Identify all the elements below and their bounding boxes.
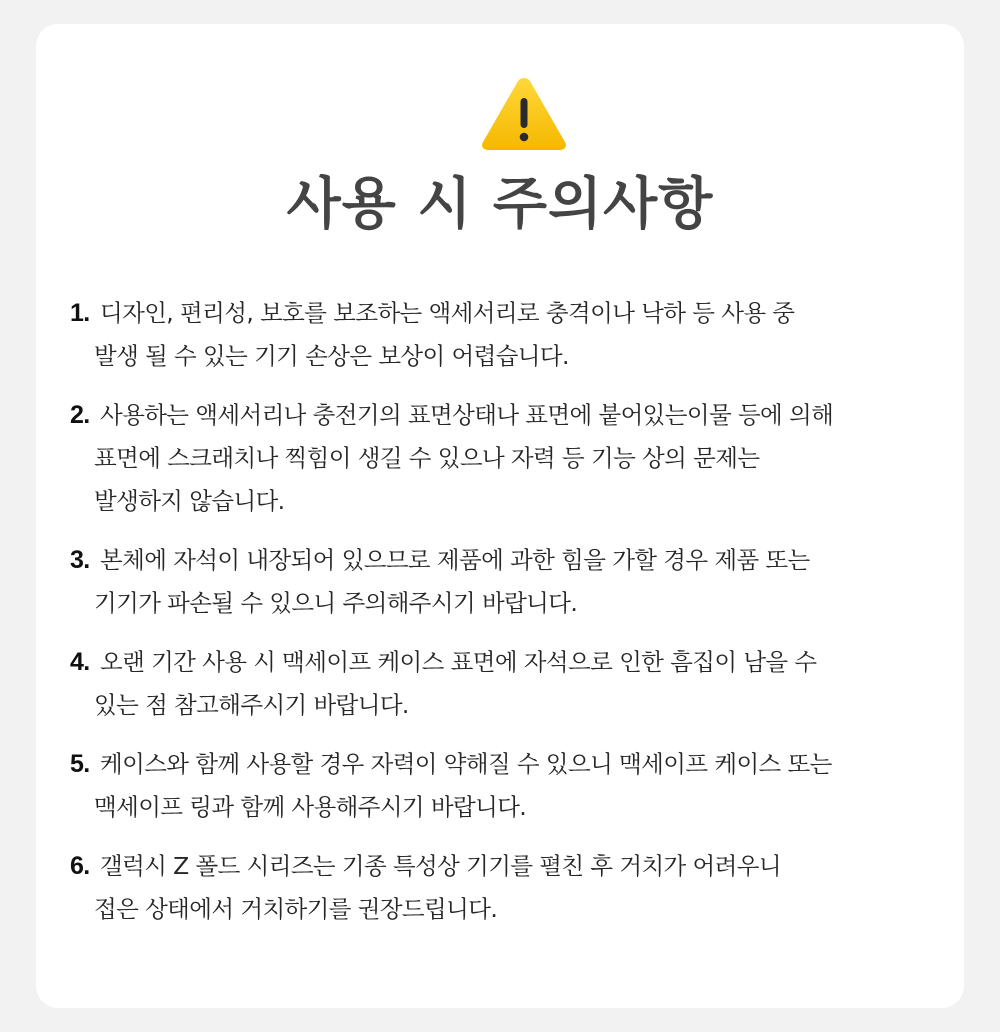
notice-text-line: 오랜 기간 사용 시 맥세이프 케이스 표면에 자석으로 인한 흠집이 남을 수 [100, 648, 817, 676]
notice-item [70, 743, 950, 829]
notice-list [70, 292, 950, 947]
notice-text-line: 접은 상태에서 거치하기를 권장드립니다. [94, 895, 498, 923]
notice-text-line: 있는 점 참고해주시기 바랍니다. [94, 691, 409, 719]
notice-text-line: 발생하지 않습니다. [94, 487, 285, 515]
notice-number: 6. [70, 852, 90, 880]
notice-item [70, 539, 950, 625]
page-title: 사용 시 주의사항 [286, 172, 714, 237]
warning-icon [479, 74, 569, 152]
notice-text-line: 맥세이프 링과 함께 사용해주시기 바랍니다. [94, 793, 527, 821]
notice-number: 1. [70, 299, 90, 327]
notice-number: 2. [70, 401, 90, 429]
notice-text-line: 표면에 스크래치나 찍힘이 생길 수 있으나 자력 등 기능 상의 문제는 [94, 444, 760, 472]
notice-text-line: 케이스와 함께 사용할 경우 자력이 약해질 수 있으니 맥세이프 케이스 또는 [100, 750, 832, 778]
notice-card [36, 24, 964, 1008]
notice-text-line: 사용하는 액세서리나 충전기의 표면상태나 표면에 붙어있는이물 등에 의해 [100, 401, 834, 429]
notice-number: 4. [70, 648, 90, 676]
notice-text-line: 본체에 자석이 내장되어 있으므로 제품에 과한 힘을 가할 경우 제품 또는 [100, 546, 810, 574]
notice-text-line: 디자인, 편리성, 보호를 보조하는 액세서리로 충격이나 낙하 등 사용 중 [100, 299, 795, 327]
notice-number: 5. [70, 750, 90, 778]
notice-item [70, 394, 950, 523]
notice-number: 3. [70, 546, 90, 574]
notice-item [70, 292, 950, 378]
notice-item [70, 641, 950, 727]
notice-text-line: 발생 될 수 있는 기기 손상은 보상이 어렵습니다. [94, 342, 569, 370]
notice-item [70, 845, 950, 931]
notice-text-line: 갤럭시 Z 폴드 시리즈는 기종 특성상 기기를 펼친 후 거치가 어려우니 [100, 852, 781, 880]
notice-text-line: 기기가 파손될 수 있으니 주의해주시기 바랍니다. [94, 589, 578, 617]
